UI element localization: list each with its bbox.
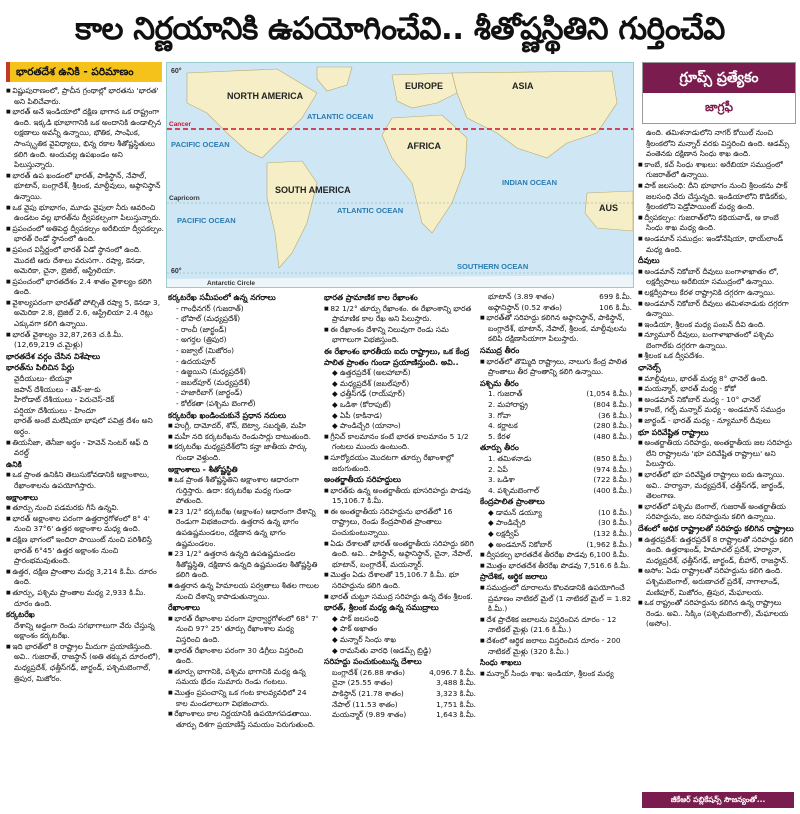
- ocean-pacific-south: PACIFIC OCEAN: [177, 216, 236, 225]
- table-row: [332, 700, 476, 711]
- table-cell-label: 3. గోవా: [488, 410, 511, 420]
- table-cell-label: పాకిస్థాన్ (21.78 శాతం): [332, 688, 404, 698]
- table-row: [488, 411, 632, 422]
- subheading: భారతదేశ వర్గం చేసిన విశేషాలు: [6, 351, 101, 361]
- list-item: ■ మొత్తం భారతదేశ తీరరేఖ పొడవు 7,516.6 కి.మీ.: [488, 561, 632, 572]
- subheading: భారత ప్రామాణిక కాల రేఖాంశం: [324, 293, 418, 302]
- subheading: కర్కటరేఖ సమీపంలో ఉన్న నగరాలు: [168, 293, 276, 302]
- table-row: [488, 465, 632, 476]
- label-cancer: Cancer: [169, 121, 192, 128]
- list-item: ■ గ్రీనిచ్ కాలమానం కంటే భారత కాలమానం 5 1/2 గంటలు ముందు ఉంటుంది.: [332, 432, 476, 453]
- subheading: అక్షాంశాలు - శీతోష్ణస్థితి: [168, 464, 238, 474]
- table-cell-value: (480 కి.మీ.): [593, 431, 632, 441]
- list-item: - ఉజ్జయిని (మధ్యప్రదేశ్): [176, 367, 247, 377]
- table-cell-value: 3,488 కి.మీ.: [436, 678, 476, 688]
- lat-label-south: 60°: [171, 268, 182, 275]
- list-item: ◆ ఉత్తరప్రదేశ్ (అలహాబాద్): [332, 368, 411, 378]
- article-column-1: [6, 86, 164, 808]
- world-map: [166, 62, 634, 288]
- list-item: ◆ ఛత్తీస్‌గఢ్ (రాయ్‌పూర్): [332, 389, 405, 399]
- list-item: ■ ప్రపంచంలో భారతదేశం 2.4 శాతం వైశాల్యం కలిగి ఉంది.: [14, 277, 164, 298]
- list-item: - అగర్తల (త్రిపుర): [176, 335, 227, 345]
- list-item: ■ భారత్‌లో పశ్చిమ బెంగాల్, గుజరాత్ అంతర్జాతీయ సరిహద్దును, జల సరిహద్దును కలిగి ఉన్నాయి.: [646, 502, 794, 523]
- continent-north-america: NORTH AMERICA: [227, 91, 304, 101]
- article-column-2: [168, 292, 320, 808]
- table-row: [488, 454, 632, 465]
- table-cell-label: చైనా (25.55 శాతం): [332, 678, 393, 688]
- list-item: ■ తూర్పు, పశ్చిమ ప్రాంతాల మధ్య 2,933 కి.మీ. దూరం ఉంది.: [14, 588, 164, 609]
- world-map-image: [167, 63, 633, 287]
- group-title: గ్రూప్స్ ప్రత్యేకం: [643, 63, 795, 93]
- list-item: ■ అండమాన్ సముద్రం: ఇండోనేషియా, థాయ్‌లాండ్ మధ్య ఉంది.: [646, 234, 794, 255]
- subheading: అంతర్జాతీయ సరిహద్దులు: [324, 475, 401, 485]
- table-cell-label: 5. కేరళ: [488, 431, 511, 441]
- list-item: ■ దేశ ప్రాదేశిక జలాలను విస్తరించిన దూరం - 12 నాటికల్ మైళ్లు (21.6 కి.మీ.): [488, 615, 632, 636]
- label-capricorn: Capricorn: [169, 195, 200, 202]
- subheading: భూ పరివేష్టిత రాష్ట్రాలు: [638, 427, 709, 437]
- table-cell-value: (280 కి.మీ.): [593, 421, 632, 431]
- list-item: ■ భారత్‌తో సరిహద్దు కలిగిన అఫ్గానిస్థాన్, పాకిస్థాన్, బంగ్లాదేశ్, భూటాన్, నేపాల్, శ్రీలంక, మాల్దీవులను కలిపి దక్షిణాసియాగా పిలుస్తారు.: [488, 313, 632, 345]
- list-item: ◆ రామసేతు వారధి (ఆడమ్స్ బ్రిడ్జి): [332, 645, 432, 655]
- continent-australia: AUS: [599, 203, 619, 213]
- list-item: ◆ పాక్ జలసంధి: [332, 613, 379, 623]
- list-item: - జబల్‌పూర్ (మధ్యప్రదేశ్): [176, 377, 251, 387]
- list-item: ■ 23 1/2° కర్కటరేఖ (అక్షాంశం) ఆధారంగా దేశాన్ని రెండుగా విభజించారు. ఉత్తరాన ఉన్న భాగం ఉపఉష్ణమండలం, దక్షిణాన ఉన్న భాగం ఉష్ణమండలం.: [176, 507, 320, 549]
- table-row: [488, 486, 632, 497]
- table-cell-label: 3. ఒడిశా: [488, 475, 515, 485]
- list-item: ■ ఉత్తరాన ఉన్న హిమాలయ పర్వతాలు శీతల గాలుల నుంచి దేశాన్ని కాపాడుతున్నాయి.: [176, 581, 320, 602]
- table-row: [488, 303, 632, 314]
- table-cell-value: 1,643 కి.మీ.: [436, 710, 476, 720]
- subheading: ప్రాదేశిక, ఆర్థిక జలాలు: [480, 572, 548, 582]
- list-item: ■ భారత్‌లో తొమ్మిది రాష్ట్రాలు, నాలుగు కేంద్ర పాలిత ప్రాంతాలు తీర ప్రాంతాన్ని కలిగి ఉన్నాయి.: [488, 357, 632, 378]
- list-item: ■ సూర్యోదయం మొదటగా తూర్పు రేఖాంశాల్లో జరుగుతుంది.: [332, 453, 476, 474]
- table-cell-value: (804 కి.మీ.): [593, 399, 632, 409]
- subheading: తూర్పు తీరం: [480, 443, 519, 453]
- list-item: - రాంచీ (జార్ఖండ్): [176, 324, 227, 334]
- table-row: [488, 432, 632, 443]
- continent-europe: EUROPE: [405, 81, 444, 91]
- table-row: [488, 292, 632, 303]
- article-column-4: [480, 292, 632, 808]
- table-row: [488, 508, 632, 519]
- list-item: ■ ప్రపంచ విస్తీర్ణంలో భారత్ ఏడో స్థానంలో ఉంది. మొదటి ఆరు దేశాలు వరుసగా.. రష్యా, కెనడా, అమెరికా, చైనా, బ్రెజిల్, ఆస్ట్రేలియా.: [14, 245, 164, 277]
- list-item: ■ మహీ నది కర్కటరేఖను రెండుసార్లు దాటుతుంది.: [176, 432, 320, 443]
- subheading: దేశంలో అధిక రాష్ట్రాలతో సరిహద్దు కలిగిన రాష్ట్రాలు: [638, 523, 794, 533]
- ocean-atlantic-south: ATLANTIC OCEAN: [337, 206, 404, 215]
- list-item: ఉంది. తమిళనాడులోని నాగర్ కోయిల్ నుంచి శ్రీలంకలోని మన్నార్ వరకు విస్తరించి ఉంది. ఆడమ్స్ వంతెనకు దక్షిణాన సింధు శాఖ ఉంది.: [646, 128, 790, 159]
- list-item: ■ సముద్రంలో దూరాలను కొలవడానికి ఉపయోగించే ప్రమాణం నాటికల్ మైల్ (1 నాటికల్ మైల్ = 1.82 కి.మీ.): [488, 583, 632, 615]
- label-antarctic-circle: Antarctic Circle: [207, 280, 256, 287]
- list-item: ■ తూర్పు నుంచి పడమరకు గీసే ఉన్నవి.: [14, 503, 164, 514]
- table-cell-label: ◆ పాండిచ్చేరి: [488, 518, 526, 528]
- table-cell-label: నేపాల్ (11.53 శాతం): [332, 699, 398, 709]
- list-item: ■ విష్ణుపురాణంలో, ప్రాచీన గ్రంథాల్లో భారతను 'భారత' అని పిలిచేవారు.: [14, 86, 164, 107]
- subheading: ఉనికి: [6, 459, 22, 469]
- table-cell-label: 4. కర్ణాటక: [488, 421, 518, 431]
- list-item: ■ రేఖాంశాలు కాల నిర్ణయానికి ఉపయోగపడతాయి. తూర్పు దిశగా ప్రయాణిస్తే సమయం పెరుగుతుంది.: [176, 709, 320, 730]
- list-item: పర్షియా దేశీయులు - హిందూ: [14, 405, 96, 415]
- table-cell-label: 4. పశ్చిమబెంగాల్: [488, 485, 539, 495]
- table-cell-label: 2. మహారాష్ట్ర: [488, 399, 528, 409]
- list-item: ■ మాల్దీవులు, భారత్ మధ్య 8° ఛానెల్ ఉంది.: [646, 374, 794, 385]
- ocean-pacific-north: PACIFIC OCEAN: [171, 140, 230, 149]
- table-cell-value: (36 కి.మీ.): [598, 410, 632, 420]
- table-row: [332, 668, 476, 679]
- table-row: [488, 421, 632, 432]
- table-row: [332, 678, 476, 689]
- table-row: [332, 710, 476, 721]
- list-item: ■ మన్నార్ సింధు శాఖ: ఇండియా, శ్రీలంక మధ్య: [488, 669, 632, 680]
- ocean-indian: INDIAN OCEAN: [502, 178, 558, 187]
- subheading: అక్షాంశాలు: [6, 492, 38, 502]
- table-row: [488, 529, 632, 540]
- list-item: ■ దేశంలో ఆర్థిక జలాలు విస్తరించిన దూరం - 200 నాటికల్ మైళ్లు (320 కి.మీ.): [488, 636, 632, 657]
- list-item: ■ భారత్ చుట్టూ సముద్ర సరిహద్దు ఉన్న దేశం శ్రీలంక.: [332, 592, 476, 603]
- list-item: ■ భారత్‌కు ఉన్న అంతర్జాతీయ భూసరిహద్దు పొడవు 15,106.7 కి.మీ.: [332, 486, 476, 507]
- group-special-box: [642, 62, 796, 124]
- table-row: [488, 540, 632, 551]
- list-item: ■ తియనీజా, తెనీజా అర్థం - హెవెన్ సెంటర్ ఆఫ్ ది వరల్డ్: [14, 438, 164, 459]
- list-item: ■ అసోం: ఏడు రాష్ట్రాలతో సరిహద్దును కలిగి ఉంది. పశ్చిమబెంగాల్, అరుణాచల్ ప్రదేశ్, నాగాలాండ్, మణిపూర్, మిజోరం, త్రిపుర, మేఘాలయ.: [646, 566, 794, 598]
- table-cell-value: 4,096.7 కి.మీ.: [429, 667, 476, 677]
- list-item: వైదీయులు- టియన్జా: [14, 374, 73, 384]
- subheading: సరిహద్దు పంచుకుంటున్న దేశాలు: [324, 657, 422, 667]
- continent-south-america: SOUTH AMERICA: [275, 185, 351, 195]
- subheading: భారత్‌ను పిలిచిన పేర్లు: [6, 363, 75, 373]
- list-item: ■ అండమాన్ నికోబార్ దీవులు బంగాళాఖాతం లో, లక్షద్వీపాలు అరేబియా సముద్రంలో ఉన్నాయి.: [646, 267, 794, 288]
- list-item: ■ ఒక రాష్ట్రంతో సరిహద్దును కలిగిన ఉన్న రాష్ట్రాలు రెండు. అవి.. సిక్కిం (పశ్చిమబెంగాల్), మేఘాలయ (అసోం).: [646, 598, 794, 630]
- table-cell-value: (1,054 కి.మీ.): [586, 389, 632, 399]
- list-item: ■ ఒక ప్రాంత శీతోష్ణస్థితిని అక్షాంశాల ఆధారంగా గుర్తిస్తారు. ఉదా: కర్కటరేఖ మధ్య గుండా పోతుంది.: [176, 475, 320, 507]
- table-cell-label: అఫ్గానిస్థాన్ (0.52 శాతం): [488, 302, 562, 312]
- list-item: ■ 23 1/2° ఉత్తరాన ఉన్నది ఉపఉష్ణమండల శీతోష్ణస్థితి, దక్షిణాన ఉన్నది ఉష్ణమండల శీతోష్ణస్థితి కలిగి ఉంది.: [176, 549, 320, 581]
- list-item: ■ భారత్ ఉప ఖండంలో భారత్, పాకిస్థాన్, నేపాల్, భూటాన్, బంగ్లాదేశ్, శ్రీలంక, మాల్దీవులు, అఫ్గానిస్థాన్ ఉన్నాయి.: [14, 171, 164, 203]
- table-cell-label: 1. గుజరాత్: [488, 389, 523, 399]
- subheading: రేఖాంశాలు: [168, 603, 200, 613]
- list-item: ■ భారత్ రేఖాంశాల పరంగా 30 డిగ్రీలు విస్తరించి ఉంది.: [176, 646, 320, 667]
- table-cell-label: 2. ఏపీ: [488, 464, 508, 474]
- list-item: ■ ఈ అంతర్జాతీయ సరిహద్దును భారత్‌లో 16 రాష్ట్రాలు, రెండు కేంద్రపాలిత ప్రాంతాలు పంచుకుంటున్నాయి.: [332, 507, 476, 539]
- table-cell-label: ◆ అండమాన్ నికోబార్: [488, 539, 552, 549]
- continent-africa: AFRICA: [407, 141, 441, 151]
- list-item: ■ ద్వీపకల్పం: గుజరాత్‌లోని కథియవాడ్, ఆ కాంబే సింధు శాఖ మధ్య ఉంది.: [646, 213, 794, 234]
- table-cell-value: 106 కి.మీ.: [599, 302, 632, 312]
- table-row: [488, 475, 632, 486]
- article-column-3: [324, 292, 476, 808]
- table-cell-value: (1,962 కి.మీ.): [586, 539, 632, 549]
- list-item: ■ ప్రపంచంలో అతిపెద్ద ద్వీపకల్పం అరేబియా ద్వీపకల్పం. భారత్ రెండో స్థానంలో ఉంది.: [14, 224, 164, 245]
- list-item: ◆ మధ్యప్రదేశ్ (జబల్‌పూర్): [332, 378, 410, 388]
- list-item: ■ అండమాన్ నికోబార్ మధ్య - 10° ఛానెల్: [646, 395, 794, 406]
- list-item: ■ భారత్ వైశాల్యం 32,87,263 చ.కి.మీ. (12,69,219 చ.మైళ్లు): [14, 330, 164, 351]
- subheading: కర్కటరేఖ: [6, 610, 35, 620]
- subheading: దీవులు: [638, 256, 660, 266]
- table-cell-value: 3,323 కి.మీ.: [436, 688, 476, 698]
- table-row: [488, 400, 632, 411]
- list-item: ■ ఉత్తరప్రదేశ్: ఉత్తరప్రదేశ్ 8 రాష్ట్రాలతో సరిహద్దు కలిగి ఉంది. ఉత్తరాఖండ్, హిమాచల్ ప్రదేశ్, హర్యానా, మధ్యప్రదేశ్, ఛత్తీస్‌గఢ్, జార్ఖండ్, బీహార్, రాజస్థాన్.: [646, 535, 794, 567]
- list-item: - ఉదయపూర్: [176, 356, 216, 366]
- list-item: ■ కర్కటరేఖ మధ్యప్రదేశ్‌లోని కన్హా జాతీయ పార్కు గుండా వెళ్తుంది.: [176, 442, 320, 463]
- subheading: పశ్చిమ తీరం: [480, 378, 519, 388]
- list-item: ■ శ్రీలంక ఒక ద్వీపదేశం.: [646, 351, 794, 362]
- group-subject: జాగ్రఫీ: [704, 100, 734, 114]
- page-headline: కాల నిర్ణయానికి ఉపయోగించేవి.. శీతోష్ణస్థితిని గుర్తించేవి: [75, 11, 725, 47]
- list-item: ■ ఒక వైపు భూభాగం, మూడు వైపులా నీరు ఆవరించి ఉండటం వల్ల భారత్‌ను ద్వీపకల్పంగా పిలుస్తున్నారు.: [14, 203, 164, 224]
- list-item: ■ కాంబే, గల్ఫ్ మన్నార్ మధ్య - అండమాన్ సముద్రం: [646, 405, 794, 416]
- continent-asia: ASIA: [512, 81, 534, 91]
- list-item: ■ మొత్తం ఏడు దేశాలతో 15,106.7 కి.మీ. భూ సరిహద్దును కలిగి ఉంది.: [332, 570, 476, 591]
- list-item: ■ మయన్మార్, భారత్ మధ్య - కోకో: [646, 384, 794, 395]
- credit-line: జీకేఆర్ పబ్లికేషన్స్ సౌజన్యంతో...: [642, 792, 794, 808]
- list-item: ◆ మన్నార్ సింధు శాఖ: [332, 635, 397, 644]
- list-item: ■ లక్షద్వీపాలు కేరళ రాష్ట్రానికి దగ్గరగా ఉన్నాయి.: [646, 288, 794, 299]
- table-cell-value: (722 కి.మీ.): [593, 475, 632, 485]
- list-item: - ఐజ్వాల్ (మిజోరం): [176, 345, 235, 355]
- article-column-5: [638, 128, 794, 808]
- list-item: ■ భారత్ రేఖాంశాల పరంగా పూర్వార్ధగోళంలో 68° 7' నుంచి 97° 25' తూర్పు రేఖాంశాల మధ్య విస్తరించి ఉంది.: [176, 614, 320, 646]
- list-item: ◆ ఒడిశా (కోరాపుట్): [332, 399, 392, 409]
- table-cell-value: (400 కి.మీ.): [593, 485, 632, 495]
- list-item: ■ అండమాన్ నికోబార్ దీవులు తమిళనాడుకు దగ్గరగా ఉన్నాయి.: [646, 299, 794, 320]
- section-title: భారతదేశ ఉనికి - పరిమాణం: [6, 62, 162, 82]
- list-item: ■ ఒక ప్రాంత ఉనికిని తెలుసుకోవడానికి అక్షాంశాలు, రేఖాంశాలను ఉపయోగిస్తారు.: [14, 470, 164, 491]
- table-cell-value: 699 కి.మీ.: [599, 292, 632, 301]
- list-item: ■ మొత్తం ప్రపంచాన్ని ఒక గంట కాలవ్యవధిలో 24 కాల మండలాలుగా విభజించారు.: [176, 688, 320, 709]
- list-item: ■ ఉత్తర, దక్షిణ ప్రాంతాల మధ్య 3,214 కి.మీ. దూరం ఉంది.: [14, 567, 164, 588]
- table-cell-value: (974 కి.మీ.): [593, 464, 632, 474]
- list-item: ◆ పాక్ అఖాతం: [332, 624, 378, 634]
- list-item: జపాన్ దేశీయులు - తెన్-జు-కు: [14, 384, 101, 394]
- list-item: ■ భారత్‌లో భూ పరివేష్టిత రాష్ట్రాలు ఐదు ఉన్నాయి. అవి.. హర్యానా, మధ్యప్రదేశ్, ఛత్తీస్‌గఢ్, జార్ఖండ్, తెలంగాణ.: [646, 470, 794, 502]
- list-item: ■ న్యూమూర్ దీవులు, బంగాళాఖాతంలో పశ్చిమ బెంగాల్‌కు దగ్గరగా ఉన్నాయి.: [646, 330, 794, 351]
- subheading: భారత్, శ్రీలంక మధ్య ఉన్న సముద్రాలు: [324, 603, 439, 613]
- list-item: ■ ద్వీపకల్ప భారతదేశ తీరరేఖ పొడవు 6,100 కి.మీ.: [488, 550, 632, 561]
- table-row: [488, 518, 632, 529]
- list-item: - గాంధీనగర్ (గుజరాత్): [176, 303, 244, 313]
- list-item: - కోల్‌కతా (పశ్చిమ బెంగాల్): [176, 398, 256, 408]
- table-cell-label: మయన్మార్ (9.89 శాతం): [332, 710, 407, 720]
- list-item: ■ భారత్ అనే ఇండియాలో దక్షిణ భాగాన ఒక రాష్ట్రంగా ఉంది. ఇక్కడి భూభాగానికి ఒక అందానికి ఉండాల్సిన లక్షణాలు అవన్నీ ఉన్నాయి, భౌతిక, సాంఘిక, సాంస్కృతిక వైవిధ్యాలు, భిన్న రకాల శీతోష్ణస్థితులు కలిగి ఉంది. అందువల్ల ఉపఖండం అని పిలుస్తున్నారు.: [14, 107, 164, 171]
- subheading: సింధు శాఖలు: [480, 658, 522, 668]
- subheading: ఛానెల్స్: [638, 363, 661, 373]
- subheading: కర్కటరేఖ ఖండించుకునే ప్రధాన నదులు: [168, 410, 287, 420]
- list-item: ■ జార్ఖండ్ - భారత్ మధ్య - న్యూమూర్ దీవులు: [646, 416, 794, 427]
- table-cell-label: భూటాన్ (3.89 శాతం): [488, 292, 555, 301]
- table-cell-label: 1. తమిళనాడు: [488, 453, 532, 463]
- table-cell-value: 1,751 కి.మీ.: [436, 699, 476, 709]
- list-item: ◆ ఏపీ (కాకినాడ): [332, 410, 383, 420]
- list-item: ◆ పాండిచ్చేరి (యానాం): [332, 421, 401, 431]
- list-item: దేశాన్ని అడ్డంగా రెండు సగభాగాలుగా వేరు చేస్తున్న అక్షాంశం కర్కటరేఖ.: [14, 620, 155, 641]
- subheading: ఈ రేఖాంశం భారతీయ ఐదు రాష్ట్రాలు, ఒక కేంద్ర పాలిత ప్రాంతం గుండా ప్రయాణిస్తుంది. అవి..: [324, 346, 470, 367]
- lat-label-north: 60°: [171, 68, 182, 75]
- list-item: ■ హుగ్లీ, దామోదర్, శోన్, బెట్వా, సబర్మతి, మహి: [176, 421, 320, 432]
- list-item: ■ దక్షిణ భాగంలో ఇందిరా పాయింట్ నుంచి పరిశీలిస్తే భారత్ 6°45' ఉత్తర అక్షాంశం నుంచి ప్రారంభమవుతుంది.: [14, 535, 164, 567]
- list-item: - భోపాల్ (మధ్యప్రదేశ్): [176, 314, 241, 324]
- list-item: ■ ఏడు దేశాలతో భారత్ అంతర్జాతీయ సరిహద్దు కలిగి ఉంది. అవి.. పాకిస్థాన్, అఫ్గానిస్థాన్, చైనా, నేపాల్, భూటాన్, బంగ్లాదేశ్, మయన్మార్.: [332, 539, 476, 571]
- list-item: ■ 82 1/2° తూర్పు రేఖాంశం. ఈ రేఖాంశాన్ని భారత ప్రామాణిక కాల రేఖ అని పిలుస్తారు.: [332, 304, 476, 325]
- subheading: కేంద్రపాలిత ప్రాంతాలు: [480, 497, 545, 507]
- list-item: ■ కాంబే, కచ్ సింధు శాఖలు: అరేబియా సముద్రంలో గుజరాత్‌లో ఉన్నాయి.: [646, 160, 794, 181]
- table-row: [332, 689, 476, 700]
- table-cell-value: (850 కి.మీ.): [593, 453, 632, 463]
- list-item: ■ వైశాల్యపరంగా భారత్‌తో పోల్చితే రష్యా 5, కెనడా 3, అమెరికా 2.8, బ్రెజిల్ 2.6, ఆస్ట్రేలియా 2.4 రెట్లు ఎక్కువగా కలిగి ఉన్నాయి.: [14, 298, 164, 330]
- table-cell-label: ◆ డామన్ డయ్యూ: [488, 507, 542, 517]
- list-item: ■ ఇది భారత్‌లో 8 రాష్ట్రాల మీదుగా ప్రయాణిస్తుంది. అవి.. గుజరాత్, రాజస్థాన్ (అతి తక్కువ దూరంలో), మధ్యప్రదేశ్, ఛత్తీస్‌గఢ్, జార్ఖండ్, పశ్చిమబెంగాల్, త్రిపుర, మిజోరం.: [14, 642, 164, 684]
- list-item: ■ పాక్ జలసంధి: దీని భూభాగం నుంచి శ్రీలంకను పాక్ జలసంధి వేరు చేస్తున్నది. ఇండియాలోని కొడికర్‌కు, శ్రీలంకలోని పెడ్రోపాయింట్ మధ్య ఉంది.: [646, 181, 794, 213]
- ocean-southern: SOUTHERN OCEAN: [457, 262, 529, 271]
- table-row: [488, 389, 632, 400]
- list-item: ■ ఇండియా, శ్రీలంక మధ్య పంబన్ దీవి ఉంది.: [646, 320, 794, 331]
- list-item: - హజారీబాగ్ (జార్ఖండ్): [176, 388, 243, 398]
- list-item: ■ భారత్ అక్షాంశాల పరంగా ఉత్తరార్ధగోళంలో 8° 4' నుంచి 37°6' ఉత్తర అక్షాంశాల మధ్య ఉంది.: [14, 514, 164, 535]
- list-item: ■ అంతర్జాతీయ సరిహద్దు, అంతర్జాతీయ జల సరిహద్దు లేని రాష్ట్రాలను 'భూ పరివేష్టిత రాష్ట్రాలు' అని పిలుస్తారు.: [646, 438, 794, 470]
- list-item: ■ తూర్పు భాగానికి, పశ్చిమ భాగానికి మధ్య ఉన్న సమయ భేదం సుమారు రెండు గంటలు.: [176, 667, 320, 688]
- table-cell-value: (132 కి.మీ.): [593, 529, 632, 539]
- list-item: ■ ఈ రేఖాంశం దేశాన్ని నిలువుగా రెండు సమ భాగాలుగా విభజిస్తుంది.: [332, 325, 476, 346]
- ocean-atlantic-north: ATLANTIC OCEAN: [307, 112, 374, 121]
- subheading: సముద్ర తీరం: [480, 345, 520, 355]
- list-item: భారత్ అంటే మలేషియా భాషలో పవిత్ర దేశం అని అర్థం.: [14, 416, 153, 436]
- table-cell-value: (10 కి.మీ.): [598, 507, 632, 517]
- table-cell-value: (30 కి.మీ.): [598, 518, 632, 528]
- list-item: హీరోడాట్ దేశీయులు - పెరుచెస్-దెక్: [14, 395, 115, 405]
- table-cell-label: బంగ్లాదేశ్ (26.88 శాతం): [332, 667, 406, 677]
- table-cell-label: ◆ లక్షద్వీప్: [488, 529, 519, 539]
